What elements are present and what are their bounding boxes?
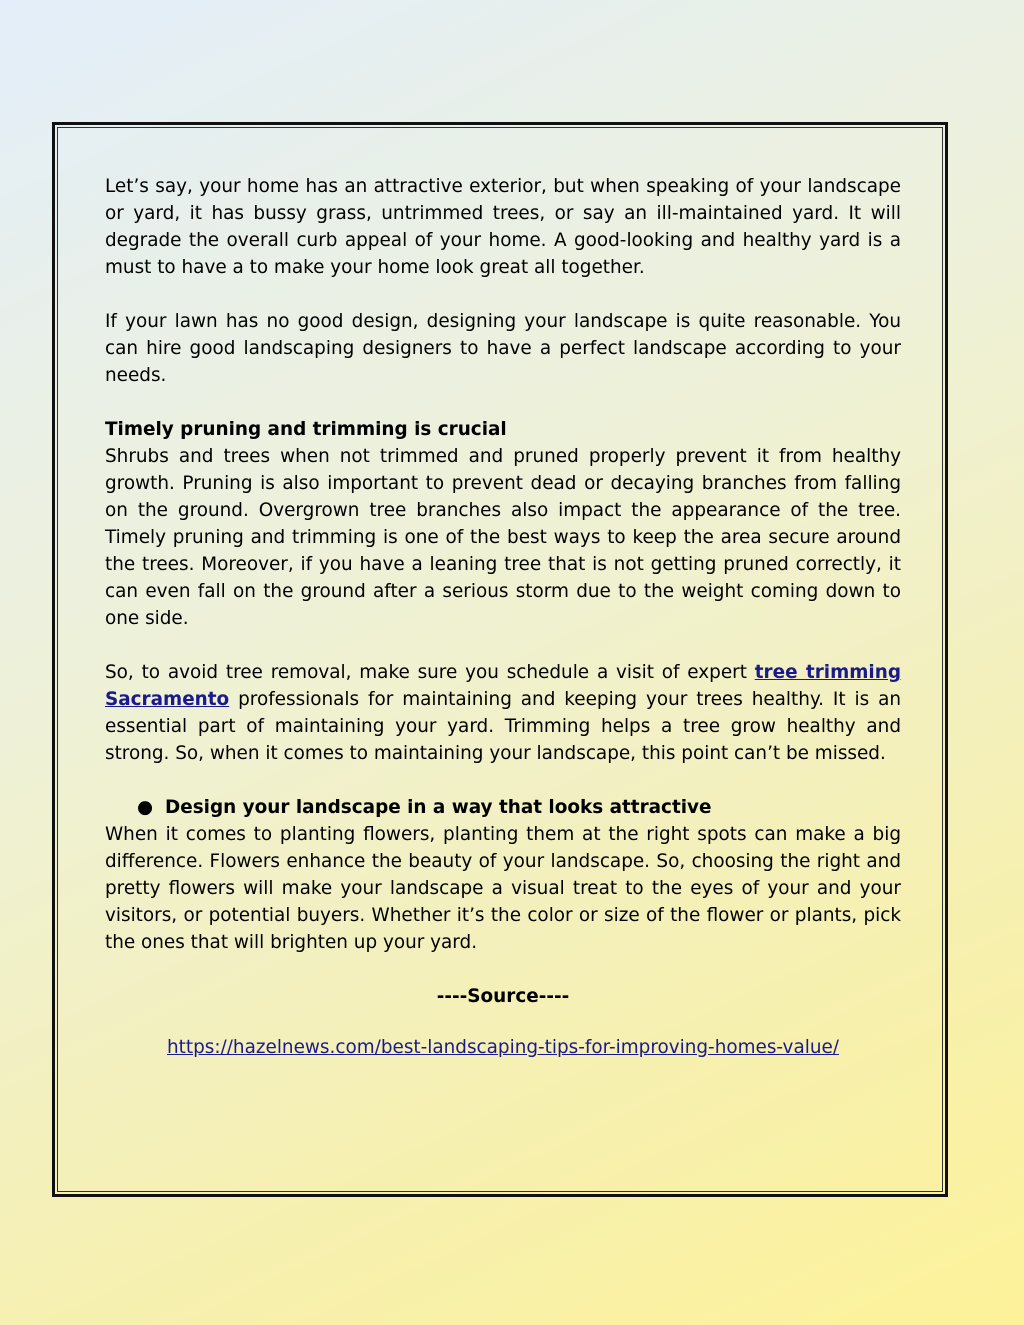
tree-trimming-link[interactable]: tree trimming Sacramento — [105, 662, 901, 710]
tree-removal-text-end: professionals for maintaining and keeping your trees healthy. It is an essential part of maintaining your yard. Trimming helps a tree grow healthy and strong. So, when it comes to maintaining your landscape, this point can’t be missed. — [105, 689, 901, 764]
article-body — [105, 173, 901, 1061]
pruning-heading: Timely pruning and trimming is crucial — [105, 419, 507, 440]
bullet-icon: ● — [137, 797, 154, 818]
flowers-paragraph: When it comes to planting flowers, planting them at the right spots can make a big difference. Flowers enhance the beauty of your landscape. So, choosing the right and pretty flowers will make your landscape a visual treat to the eyes of your and your visitors, or potential buyers. Whether it’s the color or size of the flower or plants, pick the ones that will brighten up your yard. — [105, 824, 901, 953]
source-url-line — [105, 1034, 901, 1061]
pruning-paragraph: Shrubs and trees when not trimmed and pruned properly prevent it from healthy growth. Pruning is also important to prevent dead or decaying branches from falling on the ground. Overgrown tree branches also impact the appearance of the tree. Timely pruning and trimming is one of the best ways to keep the area secure around the trees. Moreover, if you have a leaning tree that is not getting pruned correctly, it can even fall on the ground after a serious storm due to the weight coming down to one side. — [105, 446, 901, 629]
landscape-design-heading-text: Design your landscape in a way that looks attractive — [165, 797, 712, 818]
tree-removal-text-start: So, to avoid tree removal, make sure you schedule a visit of expert — [105, 662, 755, 683]
source-link[interactable]: https://hazelnews.com/best-landscaping-tips-for-improving-homes-value/ — [167, 1037, 839, 1058]
landscape-design-heading — [105, 794, 901, 821]
design-paragraph: If your lawn has no good design, designing your landscape is quite reasonable. You can hire good landscaping designers to have a perfect landscape according to your needs. — [105, 311, 901, 386]
source-label: ----Source---- — [436, 986, 570, 1007]
intro-paragraph: Let’s say, your home has an attractive exterior, but when speaking of your landscape or yard, it has bussy grass, untrimmed trees, or say an ill-maintained yard. It will degrade the overall curb appeal of your home. A good-looking and healthy yard is a must to have a to make your home look great all together. — [105, 176, 901, 278]
tree-removal-paragraph — [105, 659, 901, 767]
